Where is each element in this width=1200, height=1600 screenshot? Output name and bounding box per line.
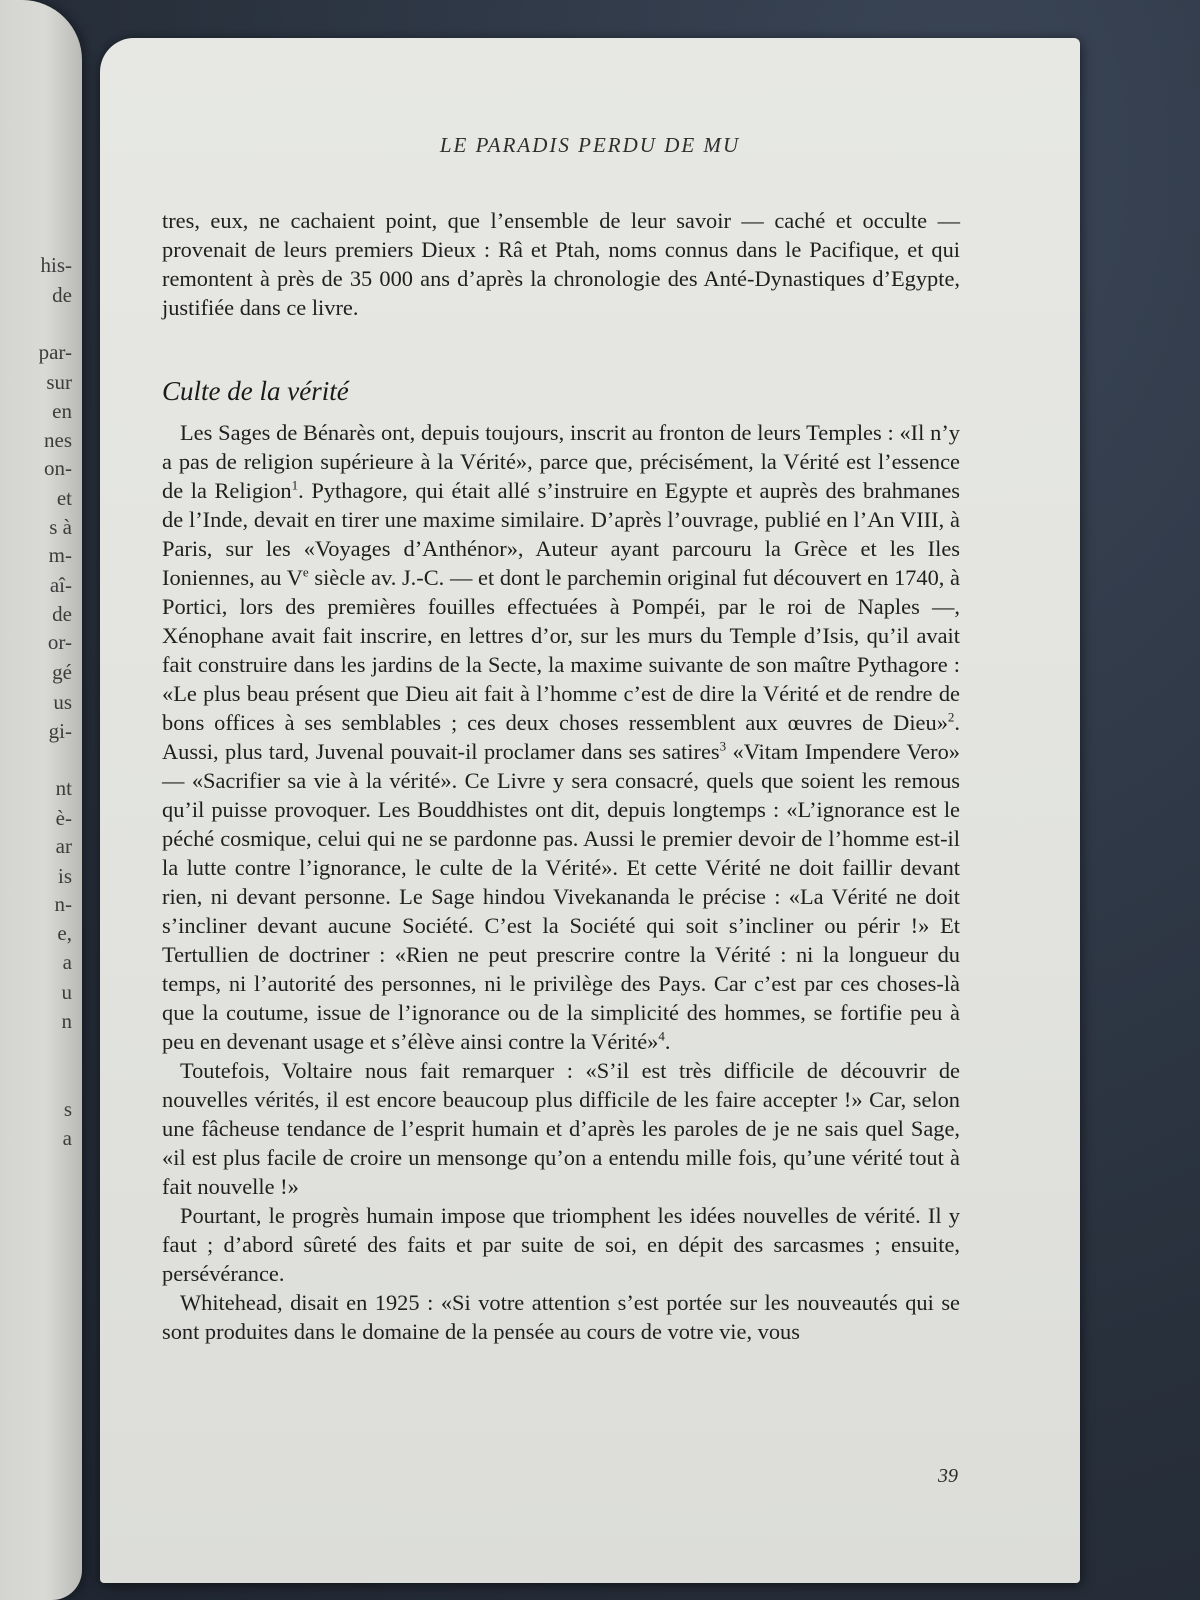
left-page-fragment: on- — [44, 456, 72, 480]
paragraph-1 — [162, 418, 960, 1056]
left-page-fragment: a — [62, 1126, 72, 1150]
left-page-fragment: gi- — [48, 719, 72, 743]
left-page-fragment: s à — [49, 515, 72, 539]
paragraph-1-text-a: Les Sages de Bénarès ont, depuis toujours, inscrit au fronton de leurs Temples : «Il n’y a pas de religion supérieure à la Vérité», parce que, précisément, la Vérité est l’essence de la Religion — [162, 420, 960, 503]
paragraph-1-text-e: «Vitam Impendere Vero» — «Sacrifier sa vie à la vérité». Ce Livre y sera consacré, quels que soient les remous qu’il puisse provoquer. Les Bouddhistes ont dit, depuis longtemps : «L’ignorance est le péché cosmique, celui qui ne se pardonne pas. Aussi le premier devoir de l’homme est-il la lutte contre l’ignorance, le culte de la Vérité». Et cette Vérité ne doit faillir devant rien, ni devant personne. Le Sage hindou Vivekananda le précise : «La Vérité ne doit s’incliner devant aucune Société. C’est la Société qui soit s’incliner ou périr !» Et Tertullien de doctriner : «Rien ne peut prescrire contre la Vérité : ni la longueur du temps, ni l’autorité des personnes, ni le privilège des Pays. Car c’est par ces choses-là que la coutume, issue de l’ignorance ou de la simplicité des hommes, se fortifie peu à peu en devenant usage et s’élève ainsi contre la Vérité» — [162, 739, 960, 1054]
left-page-fragment: his- — [40, 253, 72, 277]
left-page-fragment: or- — [47, 630, 72, 654]
footnote-ref-3: 3 — [719, 738, 727, 754]
body-text — [162, 206, 960, 1346]
left-page-fragment: u — [61, 980, 72, 1004]
page-number: 39 — [938, 1465, 958, 1487]
left-page-fragment: en — [52, 399, 72, 423]
left-page-fragment: is — [57, 864, 72, 888]
book-page — [100, 38, 1080, 1583]
left-page-fragment: s — [63, 1097, 72, 1121]
superscript-e: e — [302, 564, 309, 580]
paragraph-4: Whitehead, disait en 1925 : «Si votre attention s’est portée sur les nouveautés qui se sont produites dans le domaine de la pensée au cours de votre vie, vous — [162, 1290, 960, 1344]
running-head: LE PARADIS PERDU DE MU — [439, 133, 741, 157]
left-page-fragment: sur — [46, 370, 72, 394]
left-page-fragment: et — [56, 486, 72, 510]
left-page-fragment: ar — [55, 834, 72, 858]
section-heading: Culte de la vérité — [162, 376, 349, 406]
left-page-fragment: par- — [38, 340, 72, 364]
left-page-fragment: nt — [55, 776, 72, 800]
paragraph-1-text-b: . Pythagore, qui était allé s’instruire en Egypte et auprès des brahmanes de l’Inde, devait en tirer une maxime similaire. D’après l’ouvrage, publié en l’An VIII, à Paris, sur les «Voyages d’Anthénor», Auteur ayant parcouru la Grèce et les Iles Ioniennes, au V — [162, 478, 960, 590]
opening-paragraph: tres, eux, ne cachaient point, que l’ensemble de leur savoir — caché et occulte — provenait de leurs premiers Dieux : Râ et Ptah, noms connus dans le Pacifique, et qui remontent à près de 35 000 ans d’après la chronologie des Anté-Dynastiques d’Egypte, justifiée dans ce livre. — [162, 208, 960, 320]
paragraph-3: Pourtant, le progrès humain impose que triomphent les idées nouvelles de vérité. Il y faut ; d’abord sûreté des faits et par suite de soi, en dépit des sarcasmes ; ensuite, persévérance. — [162, 1203, 960, 1286]
paragraph-1-text-f: . — [664, 1029, 671, 1054]
left-page-fragment: gé — [52, 660, 72, 684]
left-page-fragment: e, — [57, 921, 72, 945]
left-page-fragment: us — [53, 690, 72, 714]
footnote-ref-1: 1 — [291, 477, 299, 493]
left-page-fragment: de — [52, 283, 72, 307]
paragraph-2: Toutefois, Voltaire nous fait remarquer : «S’il est très difficile de découvrir de nouvelles vérités, il est encore beaucoup plus difficile de les faire accepter !» Car, selon une fâcheuse tendance de l’esprit humain et d’après les paroles de je ne sais quel Sage, «il est plus facile de croire un mensonge qu’on a entendu mille fois, qu’une vérité tout à fait nouvelle !» — [162, 1058, 960, 1199]
left-page-fragment: nes — [44, 428, 72, 452]
paragraph-1-text-d: . Aussi, plus tard, Juvenal pouvait-il proclamer dans ses satires — [162, 710, 960, 764]
footnote-ref-4: 4 — [658, 1028, 665, 1044]
paragraph-1-text-c: siècle av. J.-C. — et dont le parchemin original fut découvert en 1740, à Portici, lors des premières fouilles effectuées à Pompéi, par le roi de Naples —, Xénophane avait fait inscrire, en lettres d’or, sur les murs du Temple d’Isis, qu’il avait fait construire dans les jardins de la Secte, la maxime suivante de son maître Pythagore : «Le plus beau présent que Dieu ait fait à l’homme c’est de dire la Vérité et de rendre de bons offices à ses semblables ; ces deux choses ressemblent aux œuvres de Dieu» — [162, 565, 960, 735]
left-page-fragment: è- — [55, 806, 72, 830]
left-page-fragment: de — [52, 602, 72, 626]
left-page-fragment: m- — [48, 543, 72, 567]
left-page-fragment: n- — [54, 892, 72, 916]
left-page-fragment: aî- — [49, 573, 72, 597]
left-facing-page — [0, 0, 82, 1600]
left-page-fragment: n — [61, 1009, 72, 1033]
footnote-ref-2: 2 — [947, 709, 955, 725]
left-page-fragment: a — [62, 950, 72, 974]
